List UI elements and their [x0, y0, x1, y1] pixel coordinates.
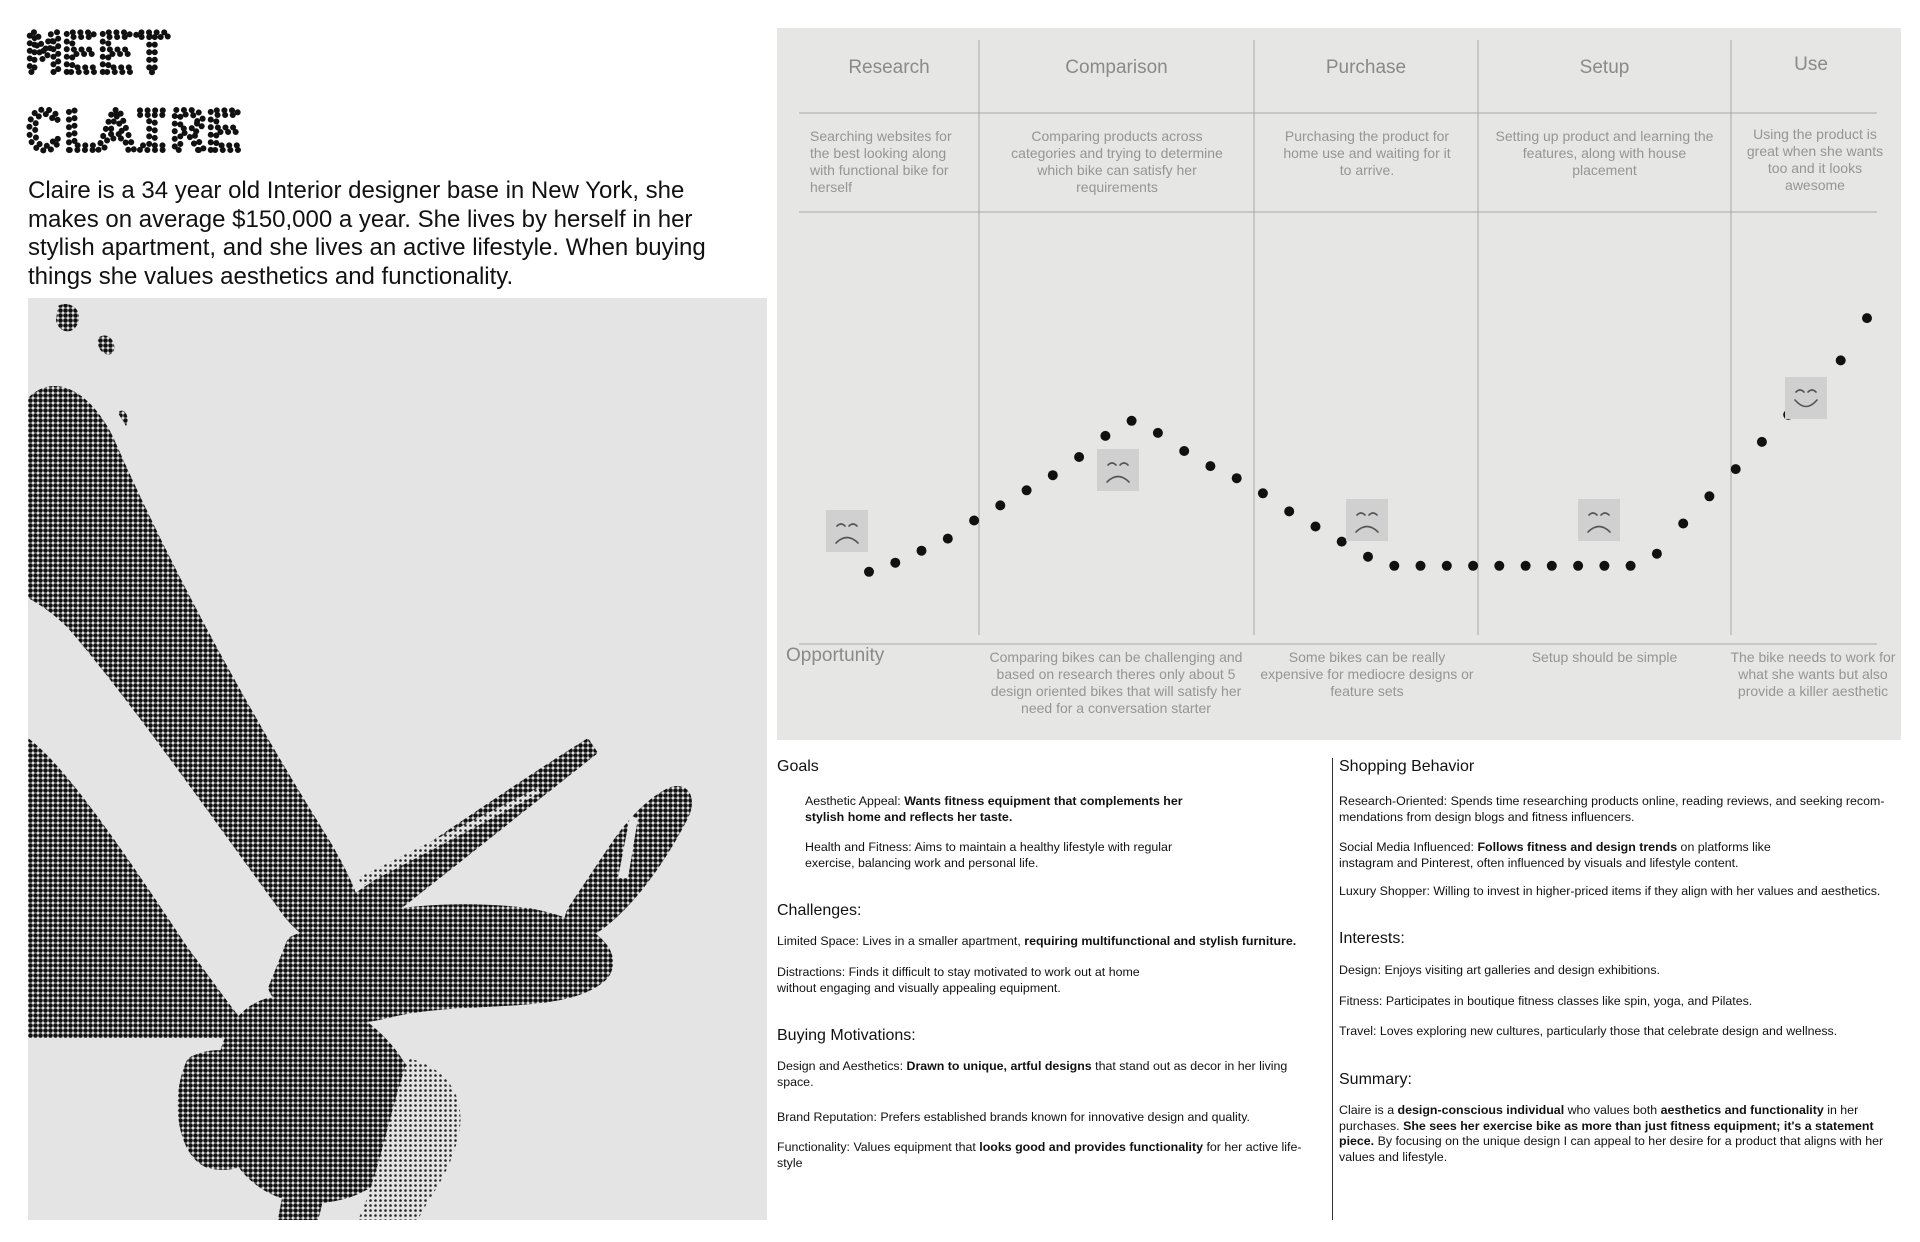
- summary-part-4: By focusing on the unique design I can appeal to her desire for a product that aligns with her values and lifestyle.: [1339, 1134, 1884, 1164]
- emotion-dot: [1127, 416, 1137, 426]
- emotion-dot: [1704, 491, 1714, 501]
- emotion-dot: [1836, 355, 1846, 365]
- stage-setup-description: Setting up product and learning the features, along with house placement: [1495, 128, 1714, 178]
- opportunity-purchase: Some bikes can be really expensive for mediocre designs or feature sets: [1260, 649, 1474, 699]
- motivation-design-rest: that stand out as decor in her living space.: [777, 1059, 1288, 1089]
- emotion-dot: [1022, 485, 1032, 495]
- interest-fitness: Fitness: Participates in boutique fitness classes like spin, yoga, and Pilates.: [1339, 994, 1753, 1008]
- motivation-functionality: [777, 1140, 1317, 1171]
- opportunity-label: Opportunity: [786, 645, 885, 666]
- emotion-dot: [1599, 561, 1609, 571]
- happy-face-icon: [1785, 377, 1827, 419]
- goal-aesthetic-appeal: [805, 794, 1205, 825]
- motivation-function-rest: for her active life-style: [777, 1140, 1302, 1170]
- emotion-dot: [890, 558, 900, 568]
- emotion-dot: [969, 516, 979, 526]
- motivation-brand: Brand Reputation: Prefers established brands known for innovative design and quality.: [777, 1110, 1250, 1124]
- summary-part-2: who values both: [1564, 1103, 1661, 1117]
- interest-travel: Travel: Loves exploring new cultures, particularly those that celebrate design and wellness.: [1339, 1024, 1838, 1038]
- stage-purchase-description: Purchasing the product for home use and waiting for it to arrive.: [1283, 128, 1451, 178]
- emotion-dot: [1468, 561, 1478, 571]
- emotion-dot: [1626, 561, 1636, 571]
- stage-use-title: Use: [1794, 54, 1828, 75]
- stage-comparison-description: Comparing products across categories and trying to determine which bike can satisfy her requirements: [1011, 128, 1223, 195]
- goal-aesthetic-label: Aesthetic Appeal:: [805, 794, 905, 808]
- emotion-dot: [995, 500, 1005, 510]
- goal-health-fitness: Health and Fitness: Aims to maintain a healthy lifestyle with regular exercise, balancing work and personal life.: [805, 840, 1173, 870]
- summary-text: [1339, 1103, 1904, 1165]
- challenge-space-label: Limited Space: Lives in a smaller apartment,: [777, 934, 1025, 948]
- persona-title: [26, 24, 266, 159]
- shopping-heading: Shopping Behavior: [1339, 758, 1475, 775]
- stage-research-description: Searching websites for the best looking along with functional bike for herself: [810, 128, 952, 195]
- summary-part-1: Claire is a: [1339, 1103, 1398, 1117]
- emotion-dot: [1074, 452, 1084, 462]
- summary-emphasis-2: aesthetics and functionality: [1660, 1103, 1824, 1117]
- persona-photo: [28, 298, 767, 1220]
- motivation-function-emphasis: looks good and provides functionality: [979, 1140, 1204, 1154]
- emotion-dot: [1284, 506, 1294, 516]
- emotion-dot: [1494, 561, 1504, 571]
- stage-comparison-title: Comparison: [1065, 57, 1168, 78]
- emotion-dot: [1547, 561, 1557, 571]
- emotion-dot: [1573, 561, 1583, 571]
- challenges-heading: Challenges:: [777, 902, 862, 919]
- persona-intro: Claire is a 34 year old Interior designer base in New York, she makes on average $150,000 a year. She lives by herself in her stylish apartment, and she lives an active lifestyle. When buying things she values aesthetics and functionality.: [28, 177, 706, 290]
- emotion-dot: [1862, 313, 1872, 323]
- emotion-dot: [1389, 561, 1399, 571]
- shopping-social-label: Social Media Influenced:: [1339, 840, 1478, 854]
- emotion-dot: [1232, 473, 1242, 483]
- summary-emphasis-1: design-conscious individual: [1397, 1103, 1565, 1117]
- opportunity-comparison: Comparing bikes can be challenging and based on research theres only about 5 design oriented bikes that will satisfy her need for a conversation starter: [989, 649, 1243, 716]
- sad-face-icon: [1097, 449, 1139, 491]
- emotion-dot: [1258, 488, 1268, 498]
- shopping-social-rest: on platforms like instagram and Pinterest, often influenced by visuals and lifestyle content.: [1339, 840, 1771, 870]
- opportunity-use: The bike needs to work for what she wants but also provide a killer aesthetic: [1730, 649, 1896, 699]
- summary-heading: Summary:: [1339, 1071, 1412, 1088]
- shopping-social-emphasis: Follows fitness and design trends: [1477, 840, 1678, 854]
- stage-purchase-title: Purchase: [1325, 57, 1407, 78]
- emotion-dot: [1416, 561, 1426, 571]
- shopping-research-oriented: Research-Oriented: Spends time researching products online, reading reviews, and seeking recom-mendations from design blogs and fitness influencers.: [1339, 794, 1885, 824]
- emotion-dot: [1100, 431, 1110, 441]
- challenge-space-emphasis: requiring multifunctional and stylish furniture.: [1024, 934, 1297, 948]
- emotion-dot: [864, 567, 874, 577]
- emotion-dot: [1311, 522, 1321, 532]
- stage-research-title: Research: [848, 57, 930, 78]
- motivation-design: [777, 1059, 1307, 1090]
- motivation-design-label: Design and Aesthetics:: [777, 1059, 907, 1073]
- emotion-dot: [1153, 428, 1163, 438]
- motivation-design-emphasis: Drawn to unique, artful designs: [906, 1059, 1092, 1073]
- motivations-heading: Buying Motivations:: [777, 1027, 916, 1044]
- title-line-2: CLAIRE: [26, 101, 243, 159]
- emotion-dot: [917, 546, 927, 556]
- emotion-dot: [1678, 519, 1688, 529]
- emotion-dot: [943, 534, 953, 544]
- stage-setup-title: Setup: [1579, 57, 1630, 78]
- emotion-dot: [1442, 561, 1452, 571]
- emotion-dot: [1205, 461, 1215, 471]
- emotion-dot: [1521, 561, 1531, 571]
- sad-face-icon: [1578, 499, 1620, 541]
- title-line-1: MEET: [26, 24, 171, 91]
- opportunity-setup: Setup should be simple: [1531, 649, 1678, 665]
- goal-aesthetic-emphasis: Wants fitness equipment that complements her stylish home and reflects her taste.: [805, 794, 1183, 824]
- shopping-social-media: [1339, 840, 1789, 871]
- summary-emphasis-3: She sees her exercise bike as more than just fitness equipment; it's a statement piece.: [1339, 1118, 1874, 1148]
- goals-heading: Goals: [777, 758, 819, 775]
- motivation-function-label: Functionality: Values equipment that: [777, 1140, 980, 1154]
- shopping-luxury: Luxury Shopper: Willing to invest in higher-priced items if they align with her values and aesthetics.: [1339, 884, 1881, 898]
- sad-face-icon: [826, 510, 868, 552]
- emotion-dot: [1363, 552, 1373, 562]
- stage-use-description: Using the product is great when she wants too and it looks awesome: [1746, 126, 1884, 193]
- challenge-limited-space: [777, 934, 1317, 950]
- sad-face-icon: [1346, 499, 1388, 541]
- interest-design: Design: Enjoys visiting art galleries and design exhibitions.: [1339, 963, 1660, 977]
- summary-part-3: in her purchases.: [1339, 1103, 1859, 1133]
- emotion-dot: [1731, 464, 1741, 474]
- emotion-dot: [1652, 549, 1662, 559]
- column-divider: [1332, 758, 1333, 1220]
- emotion-dot: [1048, 470, 1058, 480]
- journey-map: [777, 28, 1901, 740]
- emotion-dot: [1179, 446, 1189, 456]
- interests-heading: Interests:: [1339, 930, 1405, 947]
- challenge-distractions: Distractions: Finds it difficult to stay motivated to work out at home without engaging and visually appealing equipment.: [777, 965, 1140, 995]
- emotion-dot: [1757, 437, 1767, 447]
